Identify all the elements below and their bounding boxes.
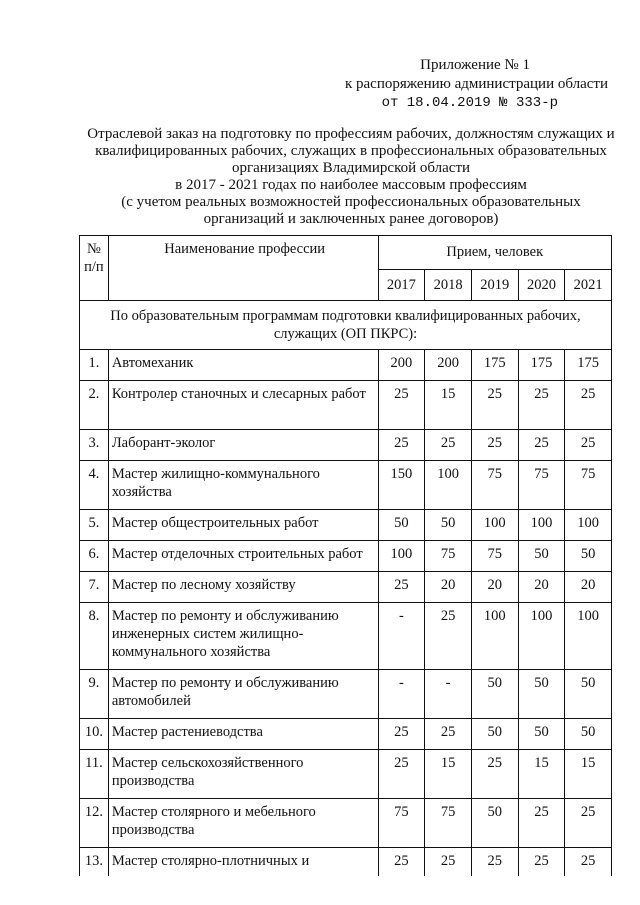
admission-value: 15 xyxy=(518,750,565,799)
table-row xyxy=(80,461,612,510)
row-number: 5. xyxy=(80,510,109,541)
admission-value: 50 xyxy=(425,510,472,541)
profession-name: Мастер жилищно-коммунального хозяйства xyxy=(108,461,378,510)
admission-value: 75 xyxy=(471,461,518,510)
col-header-number: № п/п xyxy=(80,236,109,301)
profession-name: Мастер по ремонту и обслуживанию инженерных систем жилищно-коммунального хозяйства xyxy=(108,603,378,670)
col-header-year: 2018 xyxy=(425,269,472,300)
row-number: 9. xyxy=(80,670,109,719)
table-row xyxy=(80,799,612,848)
row-number: 3. xyxy=(80,430,109,461)
admission-value: 100 xyxy=(518,603,565,670)
admission-value: 100 xyxy=(565,510,612,541)
col-header-admission: Прием, человек xyxy=(378,236,611,270)
profession-name: Автомеханик xyxy=(108,350,378,381)
document-title xyxy=(76,126,626,228)
admission-value: 25 xyxy=(471,430,518,461)
admission-value: 25 xyxy=(378,430,425,461)
admission-value: 175 xyxy=(565,350,612,381)
title-line: организациях Владимирской области xyxy=(231,160,471,176)
title-line: квалифицированных рабочих, служащих в профессиональных образовательных xyxy=(95,143,607,159)
row-number: 8. xyxy=(80,603,109,670)
admission-value: 25 xyxy=(425,603,472,670)
table-row xyxy=(80,848,612,877)
section-title: По образовательным программам подготовки квалифицированных рабочих, служащих (ОП ПКРС): xyxy=(80,301,612,350)
annex-block xyxy=(345,56,608,113)
row-number: 7. xyxy=(80,572,109,603)
admission-value: 20 xyxy=(518,572,565,603)
table-row xyxy=(80,670,612,719)
admission-value: 100 xyxy=(471,603,518,670)
admission-value: 50 xyxy=(565,719,612,750)
profession-name: Мастер растениеводства xyxy=(108,719,378,750)
table-row xyxy=(80,510,612,541)
profession-name: Контролер станочных и слесарных работ xyxy=(108,381,378,430)
admission-value: 15 xyxy=(425,750,472,799)
admission-value: 50 xyxy=(471,670,518,719)
admission-value: 100 xyxy=(565,603,612,670)
admission-value: 200 xyxy=(425,350,472,381)
row-number: 4. xyxy=(80,461,109,510)
admission-value: 25 xyxy=(425,848,472,877)
admission-value: 50 xyxy=(518,719,565,750)
title-line: (с учетом реальных возможностей профессиональных образовательных xyxy=(121,194,581,210)
profession-name: Мастер отделочных строительных работ xyxy=(108,541,378,572)
profession-name: Мастер столярного и мебельного производства xyxy=(108,799,378,848)
table-row xyxy=(80,430,612,461)
col-header-year: 2019 xyxy=(471,269,518,300)
admission-value: 75 xyxy=(518,461,565,510)
admission-value: 175 xyxy=(518,350,565,381)
admission-value: 100 xyxy=(471,510,518,541)
table-row xyxy=(80,572,612,603)
row-number: 11. xyxy=(80,750,109,799)
profession-name: Лаборант-эколог xyxy=(108,430,378,461)
table-row xyxy=(80,541,612,572)
col-header-year: 2021 xyxy=(565,269,612,300)
admission-value: 20 xyxy=(471,572,518,603)
table-row xyxy=(80,350,612,381)
admission-value: 50 xyxy=(518,670,565,719)
admission-value: 25 xyxy=(565,381,612,430)
admission-value: 100 xyxy=(378,541,425,572)
admissions-table xyxy=(79,235,612,876)
row-number: 12. xyxy=(80,799,109,848)
row-number: 1. xyxy=(80,350,109,381)
admission-value: 25 xyxy=(471,381,518,430)
profession-name: Мастер по ремонту и обслуживанию автомобилей xyxy=(108,670,378,719)
admission-value: 25 xyxy=(471,848,518,877)
admission-value: 25 xyxy=(378,750,425,799)
admission-value: 25 xyxy=(425,430,472,461)
table-row xyxy=(80,603,612,670)
admission-value: 75 xyxy=(425,799,472,848)
annex-title: Приложение № 1 xyxy=(420,57,530,73)
profession-name: Мастер по лесному хозяйству xyxy=(108,572,378,603)
col-header-year: 2017 xyxy=(378,269,425,300)
admission-value: 25 xyxy=(425,719,472,750)
profession-name: Мастер сельскохозяйственного производства xyxy=(108,750,378,799)
title-line: в 2017 - 2021 годах по наиболее массовым профессиям xyxy=(175,177,527,193)
admission-value: 25 xyxy=(378,572,425,603)
admission-value: 25 xyxy=(565,848,612,877)
title-line: Отраслевой заказ на подготовку по профессиям рабочих, должностям служащих и xyxy=(87,126,615,142)
admission-value: 25 xyxy=(518,799,565,848)
admission-value: 50 xyxy=(471,799,518,848)
admission-value: 100 xyxy=(425,461,472,510)
admission-value: 150 xyxy=(378,461,425,510)
row-number: 13. xyxy=(80,848,109,877)
admission-value: 50 xyxy=(471,719,518,750)
admission-value: 20 xyxy=(565,572,612,603)
section-row xyxy=(80,301,612,350)
admission-value: 25 xyxy=(471,750,518,799)
admission-value: 75 xyxy=(471,541,518,572)
admission-value: 50 xyxy=(378,510,425,541)
admission-value: 15 xyxy=(565,750,612,799)
admission-value: 25 xyxy=(565,799,612,848)
row-number: 6. xyxy=(80,541,109,572)
admission-value: 50 xyxy=(518,541,565,572)
admission-value: 175 xyxy=(471,350,518,381)
table-row xyxy=(80,381,612,430)
admission-value: 25 xyxy=(518,430,565,461)
profession-name: Мастер общестроительных работ xyxy=(108,510,378,541)
admission-value: 20 xyxy=(425,572,472,603)
admission-value: 25 xyxy=(518,381,565,430)
admission-value: - xyxy=(425,670,472,719)
admission-value: 25 xyxy=(378,719,425,750)
annex-date-number: от 18.04.2019 № 333-р xyxy=(381,95,558,111)
admission-value: 25 xyxy=(518,848,565,877)
table-row xyxy=(80,719,612,750)
admission-value: 75 xyxy=(378,799,425,848)
admission-value: 25 xyxy=(378,848,425,877)
row-number: 10. xyxy=(80,719,109,750)
admission-value: 50 xyxy=(565,541,612,572)
admission-value: 75 xyxy=(565,461,612,510)
admission-value: 200 xyxy=(378,350,425,381)
profession-name: Мастер столярно-плотничных и xyxy=(108,848,378,877)
admission-value: 50 xyxy=(565,670,612,719)
admission-value: 25 xyxy=(378,381,425,430)
admission-value: - xyxy=(378,670,425,719)
col-header-year: 2020 xyxy=(518,269,565,300)
annex-reference: к распоряжению администрации области xyxy=(344,76,608,92)
table-row xyxy=(80,750,612,799)
admission-value: - xyxy=(378,603,425,670)
admission-value: 75 xyxy=(425,541,472,572)
col-header-name: Наименование профессии xyxy=(108,236,378,301)
admission-value: 100 xyxy=(518,510,565,541)
row-number: 2. xyxy=(80,381,109,430)
title-line: организаций и заключенных ранее договоров) xyxy=(203,211,499,227)
admission-value: 15 xyxy=(425,381,472,430)
admission-value: 25 xyxy=(565,430,612,461)
